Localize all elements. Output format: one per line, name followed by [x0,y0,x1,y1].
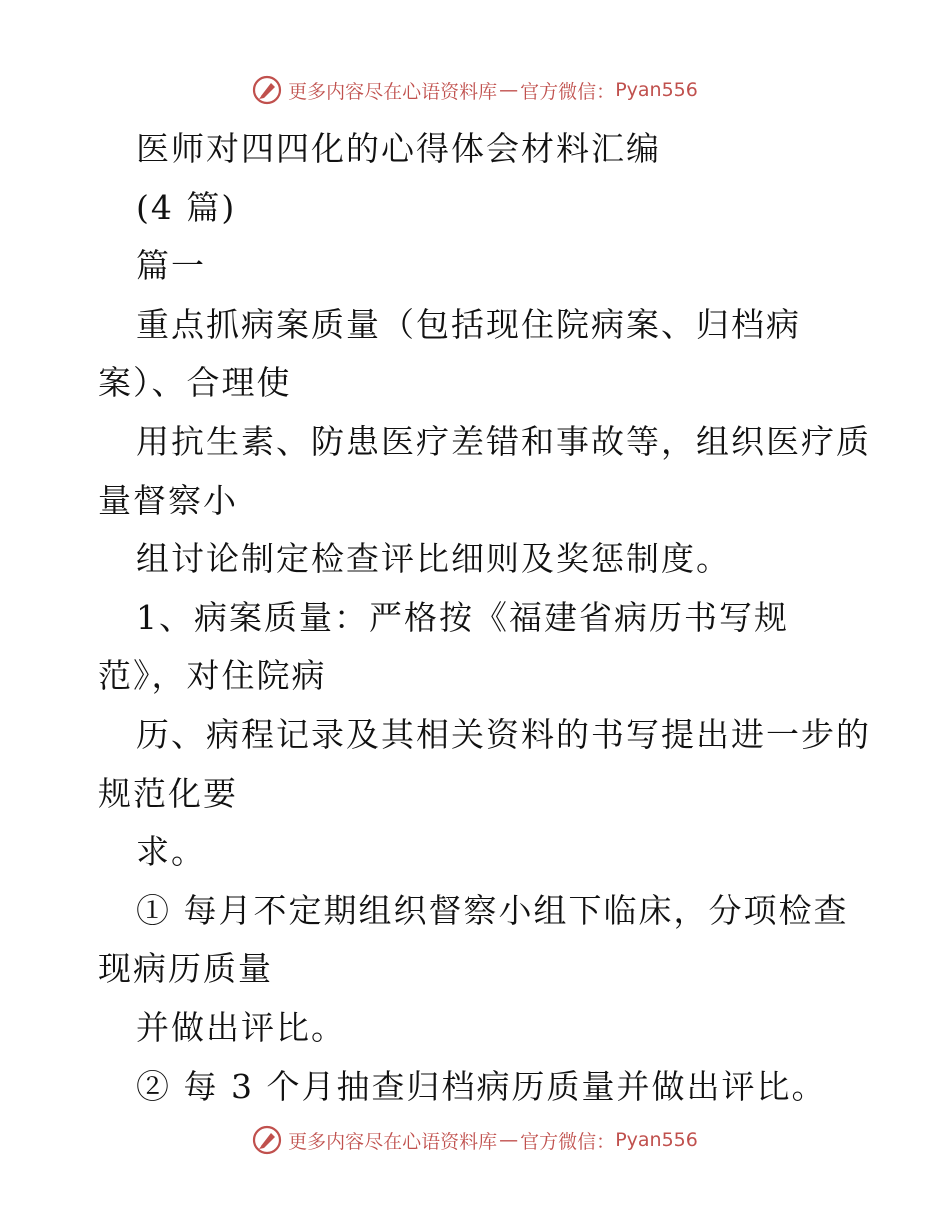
banner-wechat-id: Pyan556 [615,79,698,101]
banner-text: 更多内容尽在心语资料库 [288,1130,498,1153]
banner-wechat-id: Pyan556 [615,1129,698,1151]
document-body [98,120,871,1116]
document-subtitle: (4 篇) [136,187,237,227]
paragraph-line: 组讨论制定检查评比细则及奖惩制度。 [136,539,731,579]
paragraph-line: 重点抓病案质量（包括现住院病案、归档病 [136,304,801,344]
paragraph-line: 用抗生素、防患医疗差错和事故等，组织医疗质 [136,421,871,461]
paragraph-line: 历、病程记录及其相关资料的书写提出进一步的 [136,714,871,754]
paragraph-line: 并做出评比。 [136,1007,346,1047]
paragraph-line: 1、病案质量：严格按《福建省病历书写规 [136,597,789,637]
paragraph-line: 量督察小 [98,480,238,520]
paragraph-line: 现病历质量 [98,949,273,989]
section-heading: 篇一 [136,246,206,286]
banner-text: 更多内容尽在心语资料库 [288,80,498,103]
document-title: 医师对四四化的心得体会材料汇编 [136,129,661,168]
paragraph-line: 范》，对住院病 [98,656,327,696]
paragraph-line: ① 每月不定期组织督察小组下临床，分项检查 [136,890,849,930]
paragraph-line: 求。 [136,832,206,872]
pen-nib-logo-icon [252,75,282,105]
banner-separator: — [499,1129,519,1151]
paragraph-line: 规范化要 [98,773,238,813]
pen-nib-logo-icon [252,1125,282,1155]
banner-wechat-label: 官方微信： [520,1130,616,1153]
footer-banner [0,1120,950,1160]
paragraph-line: 案）、合理使 [98,363,292,403]
paragraph-line: ② 每 3 个月抽查归档病历质量并做出评比。 [136,1066,827,1106]
banner-separator: — [499,79,519,101]
banner-wechat-label: 官方微信： [520,80,616,103]
header-banner [0,70,950,110]
